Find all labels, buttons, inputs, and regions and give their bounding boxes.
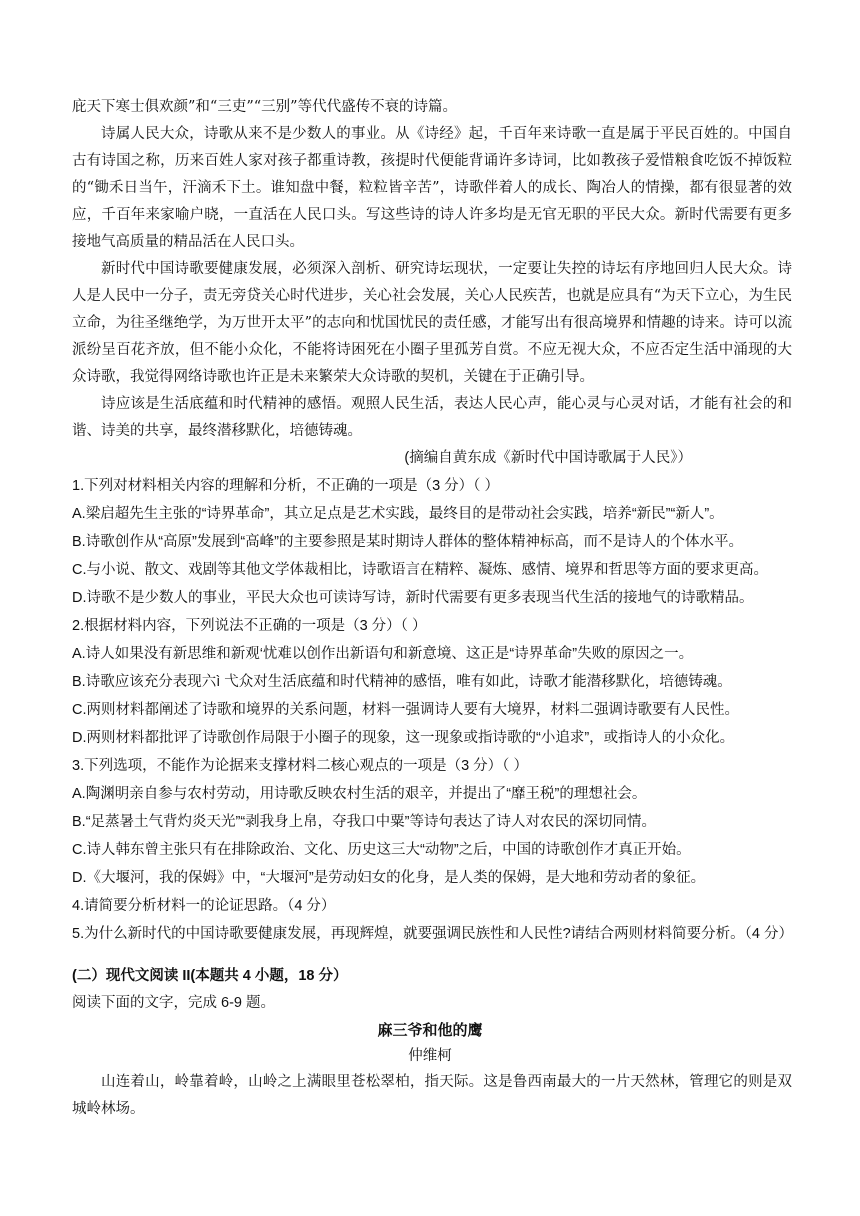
question-2-option-d: D.两则材料都批评了诗歌创作局限于小圈子的现象，这一现象或指诗歌的“小追求”，或指诗人的小众化。 bbox=[72, 730, 735, 746]
question-3-option-a: A.陶渊明亲自参与农村劳动，用诗歌反映农村生活的艰辛，并提出了“靡王税”的理想社会。 bbox=[72, 786, 647, 802]
question-3-option-b: B.“足蒸暑土气背灼炎天光”“剥我身上帛，夺我口中粟”等诗句表达了诗人对农民的深切同情。 bbox=[72, 814, 657, 830]
question-3: 3.下列选项，不能作为论据来支撑材料二核心观点的一项是（3 分）（ ） bbox=[72, 758, 528, 774]
article-paragraph-1: 山连着山，岭靠着岭，山岭之上满眼里苍松翠柏，指天际。这是鲁西南最大的一片天然林，管理它的则是双城岭林场。 bbox=[72, 1074, 792, 1117]
question-3-option-c: C.诗人韩东曾主张只有在排除政治、文化、历史这三大“动物”之后，中国的诗歌创作才真正开始。 bbox=[72, 842, 691, 858]
question-1-option-a: A.梁启超先生主张的“诗界革命”，其立足点是艺术实践，最终目的是带动社会实践，培养“新民”“新人”。 bbox=[72, 506, 724, 522]
question-2-option-b: B.诗歌应该充分表现六ì 弋众对生活底蕴和时代精神的感悟，唯有如此，诗歌才能潜移默化，培德铸魂。 bbox=[72, 674, 732, 690]
question-2-option-a: A.诗人如果没有新思维和新观‘忧难以创作出新语句和新意境、这正是“诗界革命”失败的原因之一。 bbox=[72, 646, 694, 662]
question-2: 2.根据材料内容，下列说法不正确的一项是（3 分）（ ） bbox=[72, 618, 427, 634]
question-1: 1.下列对材料相关内容的理解和分析，不正确的一项是（3 分）（ ） bbox=[72, 478, 499, 494]
question-2-option-c: C.两则材料都阐述了诗歌和境界的关系问题，材料一强调诗人要有大境界，材料二强调诗歌要有人民性。 bbox=[72, 702, 739, 718]
passage-source: (摘编自黄东成《新时代中国诗歌属于人民》） bbox=[404, 450, 692, 466]
section-instruction: 阅读下面的文字，完成 6-9 题。 bbox=[72, 995, 276, 1011]
question-1-option-c: C.与小说、散文、戏剧等其他文学体裁相比，诗歌语言在精粹、凝炼、感情、境界和哲思等方面的要求更高。 bbox=[72, 562, 768, 578]
article-author: 仲维柯 bbox=[408, 1048, 452, 1064]
section-heading: (二）现代文阅读 II(本题共 4 小题，18 分） bbox=[72, 968, 348, 984]
question-1-option-d: D.诗歌不是少数人的事业，平民大众也可读诗写诗，新时代需要有更多表现当代生活的接地气的诗歌精品。 bbox=[72, 590, 754, 606]
passage-paragraph-2: 新时代中国诗歌要健康发展，必须深入剖析、研究诗坛现状，一定要让失控的诗坛有序地回归人民大众。诗人是人民中一分子，责无旁贷关心时代进步，关心社会发展，关心人民疾苦，也就是应具有“为天下立心，为生民立命，为往圣继绝学，为万世开太平”的志向和忧国忧民的责任感，才能写出有很高境界和情趣的诗来。诗可以流派纷呈百花齐放，但不能小众化，不能将诗困死在小圈子里孤芳自赏。不应无视大众，不应否定生活中涌现的大众诗歌，我觉得网络诗歌也许正是未来繁荣大众诗歌的契机，关键在于正确引导。 bbox=[72, 261, 792, 385]
question-4: 4.请简要分析材料一的论证思路。（4 分） bbox=[72, 898, 336, 914]
question-5: 5.为什么新时代的中国诗歌要健康发展，再现辉煌，就要强调民族性和人民性?请结合两则材料简要分析。（4 分） bbox=[72, 926, 793, 942]
passage-paragraph-3: 诗应该是生活底蕴和时代精神的感悟。观照人民生活，表达人民心声，能心灵与心灵对话，才能有社会的和谐、诗美的共享，最终潜移默化，培德铸魂。 bbox=[72, 396, 792, 439]
question-3-option-d: D.《大堰河，我的保姆》中，“大堰河”是劳动妇女的化身，是人类的保姆，是大地和劳动者的象征。 bbox=[72, 870, 706, 886]
passage-paragraph-1: 诗属人民大众，诗歌从来不是少数人的事业。从《诗经》起，千百年来诗歌一直是属于平民百姓的。中国自古有诗国之称，历来百姓人家对孩子都重诗教，孩提时代便能背诵许多诗词，比如教孩子爱惜粮食吃饭不掉饭粒的“锄禾日当午，汗滴禾下土。谁知盘中餐，粒粒皆辛苦”，诗歌伴着人的成长、陶冶人的情操，都有很显著的效应，千百年来家喻户晓，一直活在人民口头。写这些诗的诗人许多均是无官无职的平民大众。新时代需要有更多接地气高质量的精品活在人民口头。 bbox=[72, 126, 792, 250]
passage-line-top: 庇天下寒士俱欢颜”和“三吏”“三别”等代代盛传不衰的诗篇。 bbox=[72, 99, 458, 115]
article-title: 麻三爷和他的鹰 bbox=[377, 1022, 483, 1039]
question-1-option-b: B.诗歌创作从“高原”发展到“高峰”的主要参照是某时期诗人群体的整体精神标高，而不是诗人的个体水平。 bbox=[72, 534, 744, 550]
